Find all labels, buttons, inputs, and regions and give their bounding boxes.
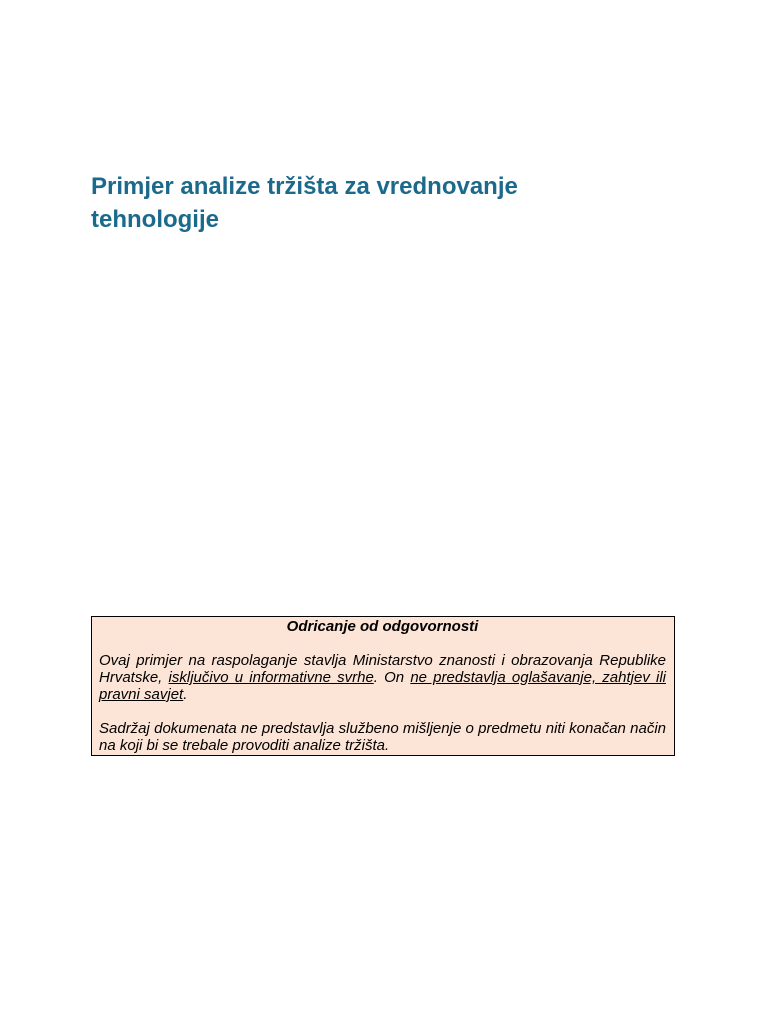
disclaimer-text: . [183,686,188,703]
disclaimer-box [91,616,675,756]
disclaimer-paragraph-1 [99,652,666,703]
disclaimer-text: . On [373,669,411,686]
disclaimer-paragraph-2: Sadržaj dokumenata ne predstavlja službeno mišljenje o predmetu niti konačan način na koji bi se trebale provoditi analize tržišta. [99,720,666,754]
spacer [99,703,666,720]
disclaimer-heading: Odricanje od odgovornosti [286,618,479,635]
page-title: Primjer analize tržišta za vrednovanje tehnologije [91,173,518,233]
underlined-not-advice: ne predstavlja oglašavanje, zahtjev ili pravni savjet [99,669,666,703]
spacer [99,635,666,652]
underlined-informative-purpose: isključivo u informativne svrhe [168,669,374,686]
disclaimer-text: Ovaj primjer na raspolaganje stavlja Ministarstvo znanosti i obrazovanja Republike Hrvatske, [99,652,666,686]
